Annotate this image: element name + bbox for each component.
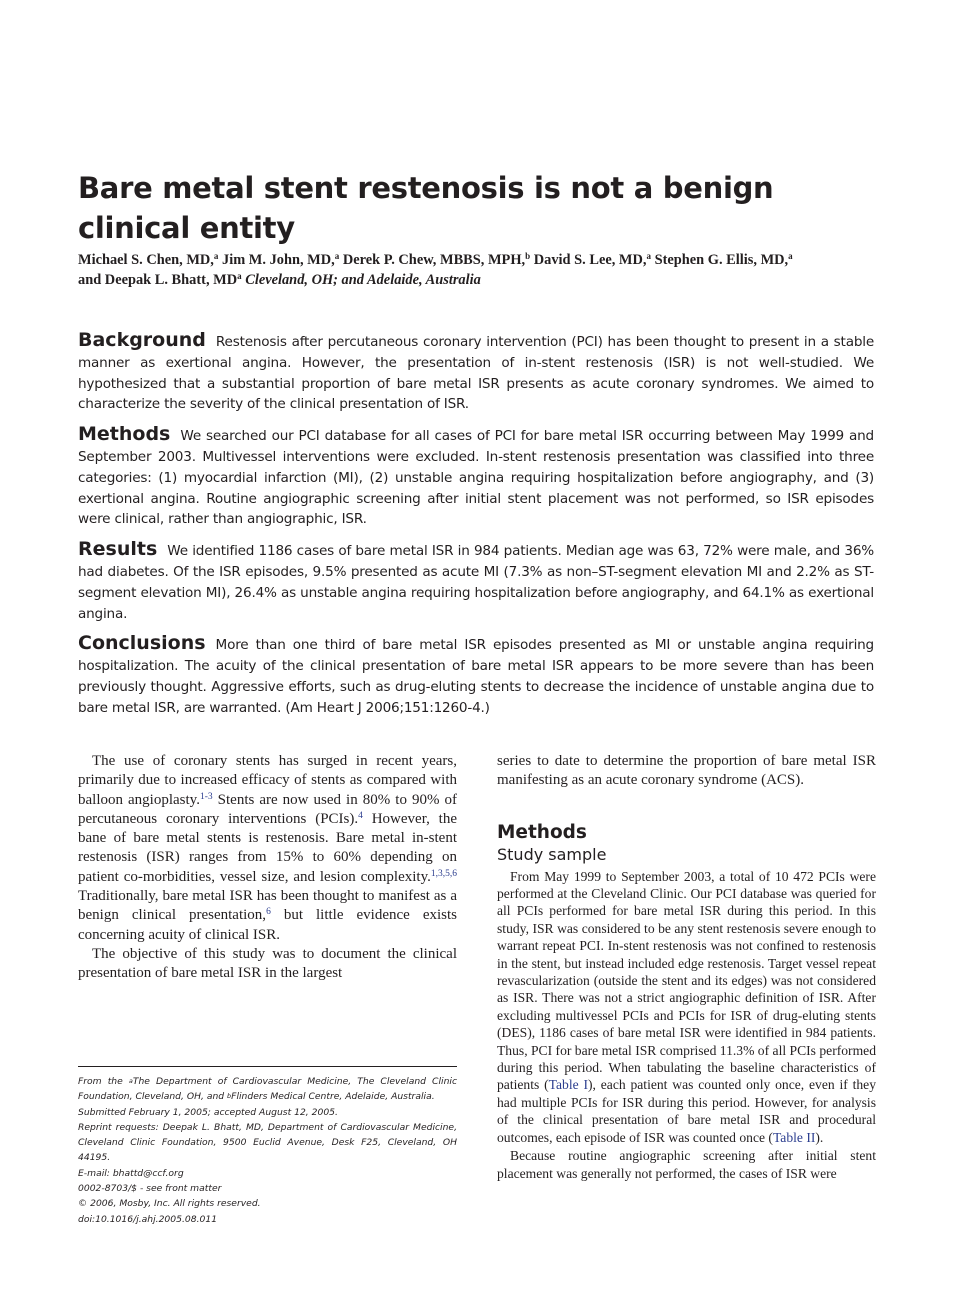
intro-continuation: series to date to determine the proportion of bare metal ISR manifesting as an acute coronary syndrome (ACS). — [497, 753, 876, 789]
abstract-methods — [78, 424, 874, 530]
affiliation-mark: a — [128, 1077, 133, 1085]
author-name: and Deepak L. Bhatt, MD — [78, 272, 238, 288]
abstract-text: More than one third of bare metal ISR episodes presented as MI or unstable angina requiring hospitalization. The acuity of the clinical presentation of bare metal ISR appears to be more severe than has been previously thought. Aggressive efforts, such as drug-eluting stents to decrease the incidence of unstable angina due to bare metal ISR, are warranted. (Am Heart J 2006;151:1260-4.) — [78, 637, 874, 716]
table-link[interactable]: Table II — [772, 1129, 816, 1145]
footnote-text: Flinders Medical Centre, Adelaide, Australia. — [231, 1091, 435, 1103]
footnote-issn: 0002-8703/$ - see front matter — [78, 1183, 222, 1195]
reference-link[interactable]: 4 — [358, 810, 363, 821]
methods-paragraph — [497, 868, 876, 1147]
body-text: ), each patient was counted only once, even if they had multiple PCIs for ISR during this period. However, for analysis of the clinical presentation of bare metal ISR and procedural outcomes, each episode of ISR was counted once ( — [497, 1077, 877, 1145]
body-text: From May 1999 to September 2003, a total of 10 472 PCIs were performed at the Cleveland Clinic. Our PCI database was queried for all PCIs performed for bare metal ISR during this period. In this study, ISR was considered to be any stent restenosis severe enough to warrant repeat PCI. In-stent restenosis was not confined to restenosis in the stent, but instead included edge restenosis. Target vessel repeat revascularization (outside the stent and its edges) was not considered as ISR. There was not a strict angiographic definition of ISR. After excluding multivessel PCIs and PCIs for ISR of drug-eluting stents (DES), 1186 cases of bare metal ISR were identified in 984 patients. Thus, PCI for bare metal ISR comprised 11.3% of all PCIs performed during this period. When tabulating the baseline characteristics of patients ( — [497, 868, 876, 1093]
author-name: David S. Lee, MD, — [533, 252, 647, 268]
affiliation-mark: b — [227, 1092, 232, 1101]
abstract — [78, 330, 874, 728]
author-list — [78, 250, 878, 290]
footnote-submitted: Submitted February 1, 2005; accepted August 12, 2005. — [78, 1106, 338, 1118]
table-link[interactable]: Table I — [548, 1077, 588, 1093]
author-name: Derek P. Chew, MBBS, MPH, — [342, 252, 526, 268]
footnotes — [78, 1074, 457, 1227]
affiliation-mark: b — [525, 251, 531, 261]
author-name: Stephen G. Ellis, MD, — [654, 252, 789, 268]
footnote-doi[interactable]: doi:10.1016/j.ahj.2005.08.011 — [78, 1213, 218, 1225]
affiliation-mark: a — [334, 251, 340, 261]
abstract-conclusions — [78, 633, 874, 718]
body-text: Traditionally, bare metal ISR has been thought to manifest as a benign clinical presentation, — [78, 888, 457, 924]
footnote-copyright: © 2006, Mosby, Inc. All rights reserved. — [78, 1198, 261, 1210]
reference-link[interactable]: 1,3,5,6 — [430, 868, 457, 879]
author-name: Jim M. John, MD, — [222, 252, 335, 268]
footnote-reprint: Reprint requests: Deepak L. Bhatt, MD, Department of Cardiovascular Medicine, Cleveland Clinic Foundation, 9500 Euclid Avenue, Desk F25, Cleveland, OH 44195. — [78, 1121, 457, 1164]
abstract-results — [78, 539, 874, 624]
body-column-left — [78, 752, 457, 984]
abstract-heading: Background — [78, 329, 206, 351]
abstract-text: We identified 1186 cases of bare metal ISR in 984 patients. Median age was 63, 72% were male, and 36% had diabetes. Of the ISR episodes, 9.5% presented as acute MI (7.3% as non–ST-segment elevation MI and 2.2% as ST-segment elevation MI), 26.4% as unstable angina requiring hospitalization before angiography, and 64.1% as exertional angina. — [78, 543, 874, 622]
body-text: Stents are now used in 80% to 90% of percutaneous coronary interventions (PCIs). — [78, 791, 457, 827]
abstract-heading: Methods — [78, 423, 171, 446]
affiliation-mark: a — [788, 251, 793, 261]
abstract-text: Restenosis after percutaneous coronary intervention (PCI) has been thought to present in a stable manner as exertional angina. However, the presentation of in-stent restenosis (ISR) is not well-studied. We hypothesized that a substantial proportion of bare metal ISR presents as acute coronary syndromes. We aimed to characterize the severity of the clinical presentation of ISR. — [78, 334, 874, 413]
footnote-affiliations — [78, 1074, 457, 1105]
intro-paragraph — [78, 752, 457, 945]
footnote-email[interactable]: E-mail: bhattd@ccf.org — [78, 1167, 184, 1179]
methods-paragraph: Because routine angiographic screening after initial stent placement was generally not performed, the cases of ISR were — [497, 1148, 876, 1181]
abstract-text: We searched our PCI database for all cases of PCI for bare metal ISR occurring between May 1999 and September 2003. Multivessel interventions were excluded. In-stent restenosis presentation was classified into three categories: (1) myocardial infarction (MI), (2) unstable angina requiring hospitalization before angiography, and (3) exertional angina. Routine angiographic screening after initial stent placement was not performed, so ISR episodes were clinical, rather than angiographic, ISR. — [78, 428, 874, 528]
affiliation-mark: a — [213, 251, 219, 261]
footnote-text: From the — [78, 1076, 129, 1087]
affiliation-mark: a — [646, 251, 651, 261]
author-affiliation: Cleveland, OH; and Adelaide, Australia — [245, 272, 481, 288]
footnote-divider — [78, 1066, 457, 1067]
objective-paragraph: The objective of this study was to document the clinical presentation of bare metal ISR in the largest — [78, 945, 457, 982]
reference-link[interactable]: 6 — [266, 907, 271, 918]
body-text: ). — [815, 1129, 824, 1145]
article-title: Bare metal stent restenosis is not a benign clinical entity — [78, 171, 774, 245]
reference-link[interactable]: 1-3 — [199, 791, 213, 802]
abstract-heading: Results — [78, 538, 158, 561]
body-text: However, the bane of bare metal stents is restenosis. Bare metal in-stent restenosis (ISR) ranges from 15% to 60% depending on patient co-morbidities, vessel size, and lesion complexity. — [78, 810, 457, 885]
abstract-background — [78, 330, 874, 415]
abstract-heading: Conclusions — [78, 632, 206, 655]
section-heading: Methods — [497, 821, 587, 843]
body-text: The use of coronary stents has surged in recent years, primarily due to increased efficacy of stents as compared with balloon angioplasty. — [78, 753, 457, 808]
author-name: Michael S. Chen, MD, — [78, 252, 214, 268]
body-column-right — [497, 752, 876, 1182]
body-text: but little evidence exists concerning acuity of clinical ISR. — [78, 907, 457, 943]
footnote-text: The Department of Cardiovascular Medicine, The Cleveland Clinic Foundation, Cleveland, OH, and — [78, 1076, 457, 1103]
subsection-heading: Study sample — [497, 844, 607, 864]
affiliation-mark: a — [237, 271, 242, 281]
